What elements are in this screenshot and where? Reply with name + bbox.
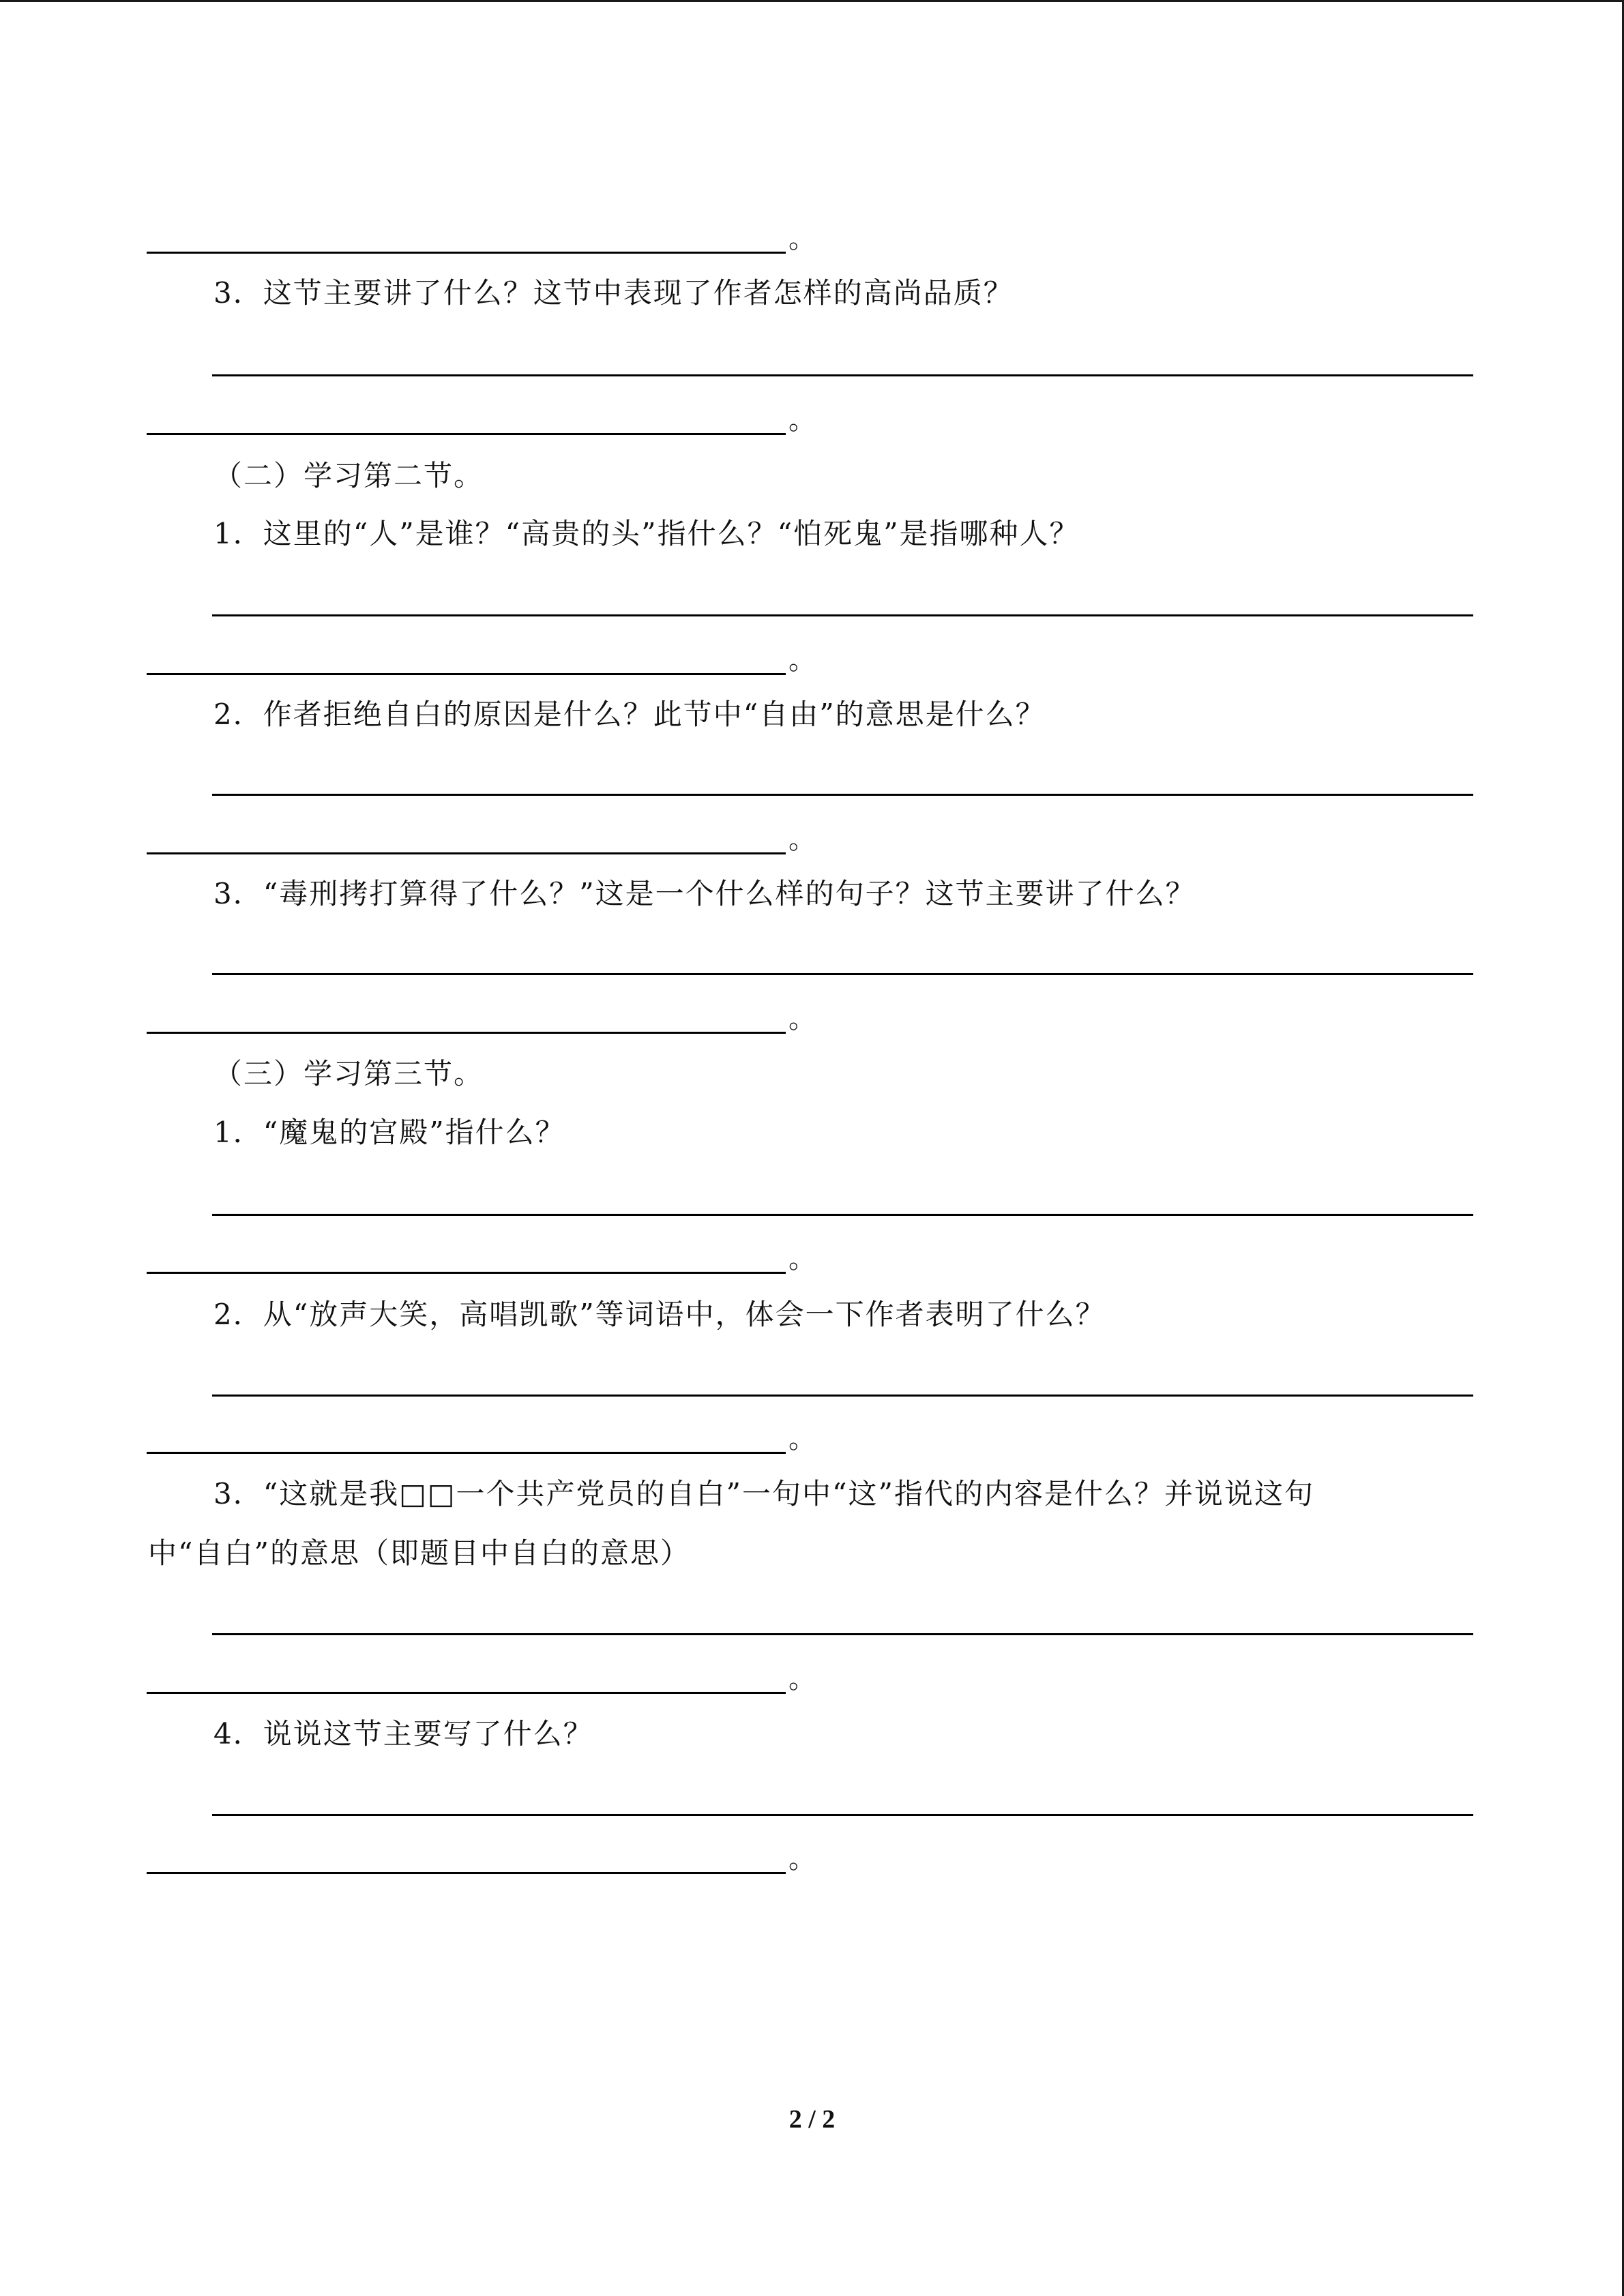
question-text: 1．这里的“人”是谁？“高贵的头”指什么？“怕死鬼”是指哪种人？ [213, 517, 1080, 550]
answer-line-long[interactable] [212, 973, 1473, 975]
page-number: 2 / 2 [788, 2105, 836, 2134]
answer-line-short[interactable] [147, 673, 786, 675]
answer-line-long[interactable] [212, 1814, 1473, 1816]
question-text: 3．这节主要讲了什么？这节中表现了作者怎样的高尚品质？ [213, 276, 1014, 310]
section-heading: （二）学习第二节。 [213, 459, 484, 492]
answer-period: 。 [788, 1003, 816, 1034]
answer-period: 。 [788, 223, 816, 254]
answer-line-long[interactable] [212, 1633, 1473, 1635]
section-heading: （三）学习第三节。 [213, 1057, 484, 1090]
answer-period: 。 [788, 1243, 816, 1274]
answer-line-short[interactable] [147, 1452, 786, 1454]
answer-line-long[interactable] [212, 614, 1473, 616]
answer-line-short[interactable] [147, 1872, 786, 1874]
page-border-top [0, 0, 1624, 2]
question-text: 4．说说这节主要写了什么？ [213, 1717, 593, 1750]
answer-line-long[interactable] [212, 374, 1473, 376]
answer-line-long[interactable] [212, 794, 1473, 796]
answer-line-short[interactable] [147, 252, 786, 254]
question-text: 2．作者拒绝自白的原因是什么？此节中“自由”的意思是什么？ [213, 698, 1046, 731]
answer-period: 。 [788, 404, 816, 436]
answer-line-short[interactable] [147, 852, 786, 854]
question-text: 3．“毒刑拷打算得了什么？”这是一个什么样的句子？这节主要讲了什么？ [213, 877, 1196, 910]
answer-period: 。 [788, 1663, 816, 1695]
question-text: 2．从“放声大笑，高唱凯歌”等词语中，体会一下作者表明了什么？ [213, 1298, 1106, 1331]
answer-line-short[interactable] [147, 433, 786, 435]
answer-line-long[interactable] [212, 1395, 1473, 1397]
question-text-line2: 中“自白”的意思（即题目中自白的意思） [148, 1536, 690, 1570]
answer-period: 。 [788, 1423, 816, 1455]
question-text: 1．“魔鬼的宫殿”指什么？ [213, 1116, 565, 1149]
answer-line-short[interactable] [147, 1032, 786, 1034]
answer-line-short[interactable] [147, 1272, 786, 1274]
answer-period: 。 [788, 824, 816, 855]
answer-period: 。 [788, 644, 816, 676]
answer-line-short[interactable] [147, 1692, 786, 1694]
answer-line-long[interactable] [212, 1214, 1473, 1216]
answer-period: 。 [788, 1843, 816, 1875]
question-text-line1: 3．“这就是我□□一个共产党员的自白”一句中“这”指代的内容是什么？并说说这句 [213, 1477, 1314, 1510]
